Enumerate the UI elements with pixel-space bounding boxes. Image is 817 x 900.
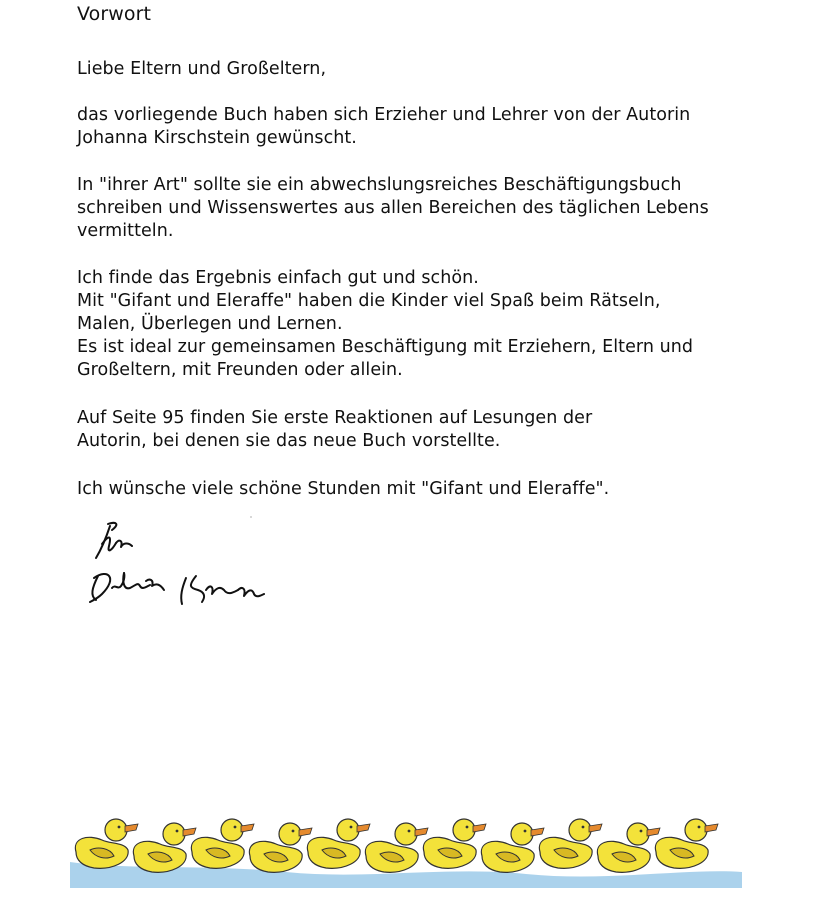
paragraph-3-line-2: Mit "Gifant und Eleraffe" haben die Kinder viel Spaß beim Rätseln, xyxy=(77,291,661,311)
duckling-icon xyxy=(597,823,660,872)
paragraph-3 xyxy=(77,267,777,382)
page-title: Vorwort xyxy=(77,3,152,25)
duckling-icon xyxy=(307,819,370,868)
duckling-icon xyxy=(481,823,544,872)
closing-paragraph xyxy=(77,478,777,501)
duckling-icon xyxy=(75,819,138,868)
handwritten-signature xyxy=(88,516,273,616)
paragraph-3-line-3: Malen, Überlegen und Lernen. xyxy=(77,314,343,334)
greeting-line: Liebe Eltern und Großeltern, xyxy=(77,59,327,79)
greeting xyxy=(77,58,777,81)
paragraph-2-line-2: schreiben und Wissenswertes aus allen Bereichen des täglichen Lebens xyxy=(77,198,709,218)
duckling-icon xyxy=(191,819,254,868)
paragraph-2-line-1: In "ihrer Art" sollte sie ein abwechslungsreiches Beschäftigungsbuch xyxy=(77,175,682,195)
paragraph-3-line-5: Großeltern, mit Freunden oder allein. xyxy=(77,360,403,380)
ducklings-icon xyxy=(66,800,746,895)
closing-line: Ich wünsche viele schöne Stunden mit "Gifant und Eleraffe". xyxy=(77,479,610,499)
paragraph-1-line-1: das vorliegende Buch haben sich Erzieher und Lehrer von der Autorin xyxy=(77,105,691,125)
paragraph-1-line-2: Johanna Kirschstein gewünscht. xyxy=(77,128,357,148)
duckling-icon xyxy=(655,819,718,868)
duckling-icon xyxy=(365,823,428,872)
paragraph-4-line-2: Autorin, bei denen sie das neue Buch vorstellte. xyxy=(77,431,501,451)
paragraph-4 xyxy=(77,407,777,453)
duckling-icon xyxy=(133,823,196,872)
paragraph-1 xyxy=(77,104,777,150)
paragraph-2 xyxy=(77,174,777,243)
paragraph-3-line-1: Ich finde das Ergebnis einfach gut und schön. xyxy=(77,268,479,288)
paragraph-3-line-4: Es ist ideal zur gemeinsamen Beschäftigung mit Erziehern, Eltern und xyxy=(77,337,694,357)
duckling-icon xyxy=(539,819,602,868)
duckling-icon xyxy=(249,823,312,872)
duck-row-illustration xyxy=(66,800,746,895)
paragraph-2-line-3: vermitteln. xyxy=(77,221,174,241)
paragraph-4-line-1: Auf Seite 95 finden Sie erste Reaktionen auf Lesungen der xyxy=(77,408,593,428)
signature-icon xyxy=(88,516,273,616)
duckling-icon xyxy=(423,819,486,868)
